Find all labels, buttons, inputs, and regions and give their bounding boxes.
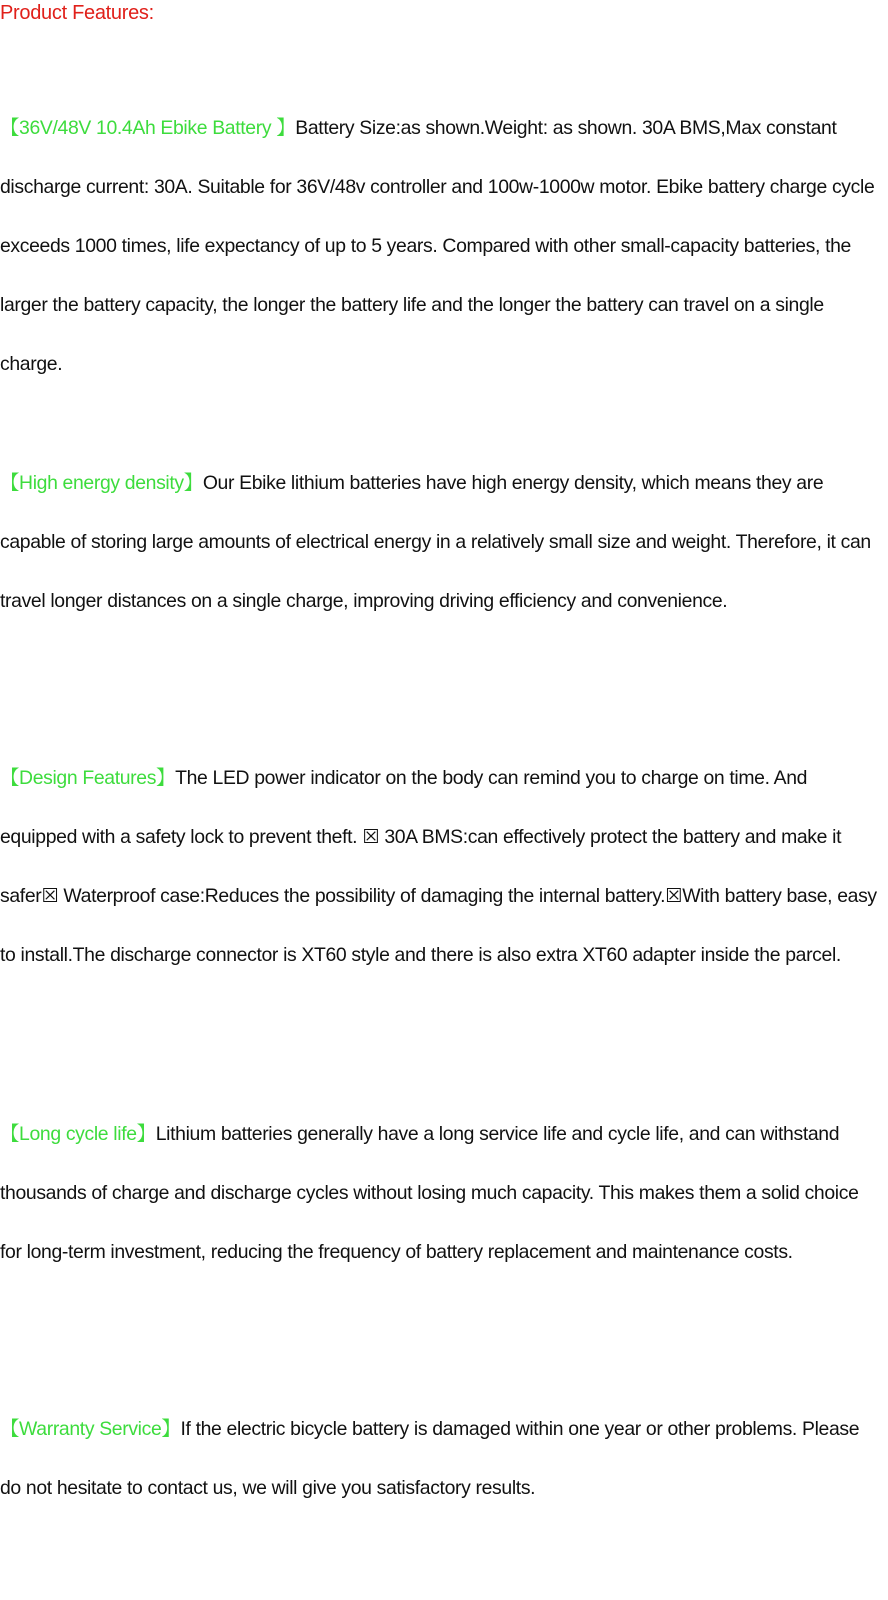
feature-battery-spec bbox=[0, 99, 884, 394]
feature-design bbox=[0, 749, 884, 985]
feature-tag: 【High energy density】 bbox=[0, 472, 203, 494]
feature-cycle-life bbox=[0, 1105, 884, 1282]
feature-tag: 【36V/48V 10.4Ah Ebike Battery 】 bbox=[0, 117, 296, 139]
feature-text: The LED power indicator on the body can remind you to charge on time. And equipped with a safety lock to prevent theft. ☒ 30A BMS:can effectively protect the battery and make it safer☒ Waterproof case:Reduces the possibility of damaging the internal battery.☒With battery base, easy to install.The discharge connector is XT60 style and there is also extra XT60 adapter inside the parcel. bbox=[0, 767, 877, 966]
feature-warranty bbox=[0, 1400, 884, 1518]
feature-tag: 【Warranty Service】 bbox=[0, 1418, 181, 1440]
product-features-heading: Product Features: bbox=[0, 2, 154, 24]
feature-tag: 【Long cycle life】 bbox=[0, 1123, 156, 1145]
feature-tag: 【Design Features】 bbox=[0, 767, 176, 789]
feature-text: Our Ebike lithium batteries have high energy density, which means they are capable of storing large amounts of electrical energy in a relatively small size and weight. Therefore, it can travel longer distances on a single charge, improving driving efficiency and convenience. bbox=[0, 472, 871, 612]
feature-text: Lithium batteries generally have a long service life and cycle life, and can withstand thousands of charge and discharge cycles without losing much capacity. This makes them a solid choice for long-term investment, reducing the frequency of battery replacement and maintenance costs. bbox=[0, 1123, 859, 1263]
feature-text: Battery Size:as shown.Weight: as shown. 30A BMS,Max constant discharge current: 30A. Suitable for 36V/48v controller and 100w-1000w motor. Ebike battery charge cycle exceeds 1000 times, life expectancy of up to 5 years. Compared with other small-capacity batteries, the larger the battery capacity, the longer the battery life and the longer the battery can travel on a single charge. bbox=[0, 117, 875, 375]
feature-text: If the electric bicycle battery is damaged within one year or other problems. Please do not hesitate to contact us, we will give you satisfactory results. bbox=[0, 1418, 860, 1499]
feature-energy-density bbox=[0, 454, 884, 631]
